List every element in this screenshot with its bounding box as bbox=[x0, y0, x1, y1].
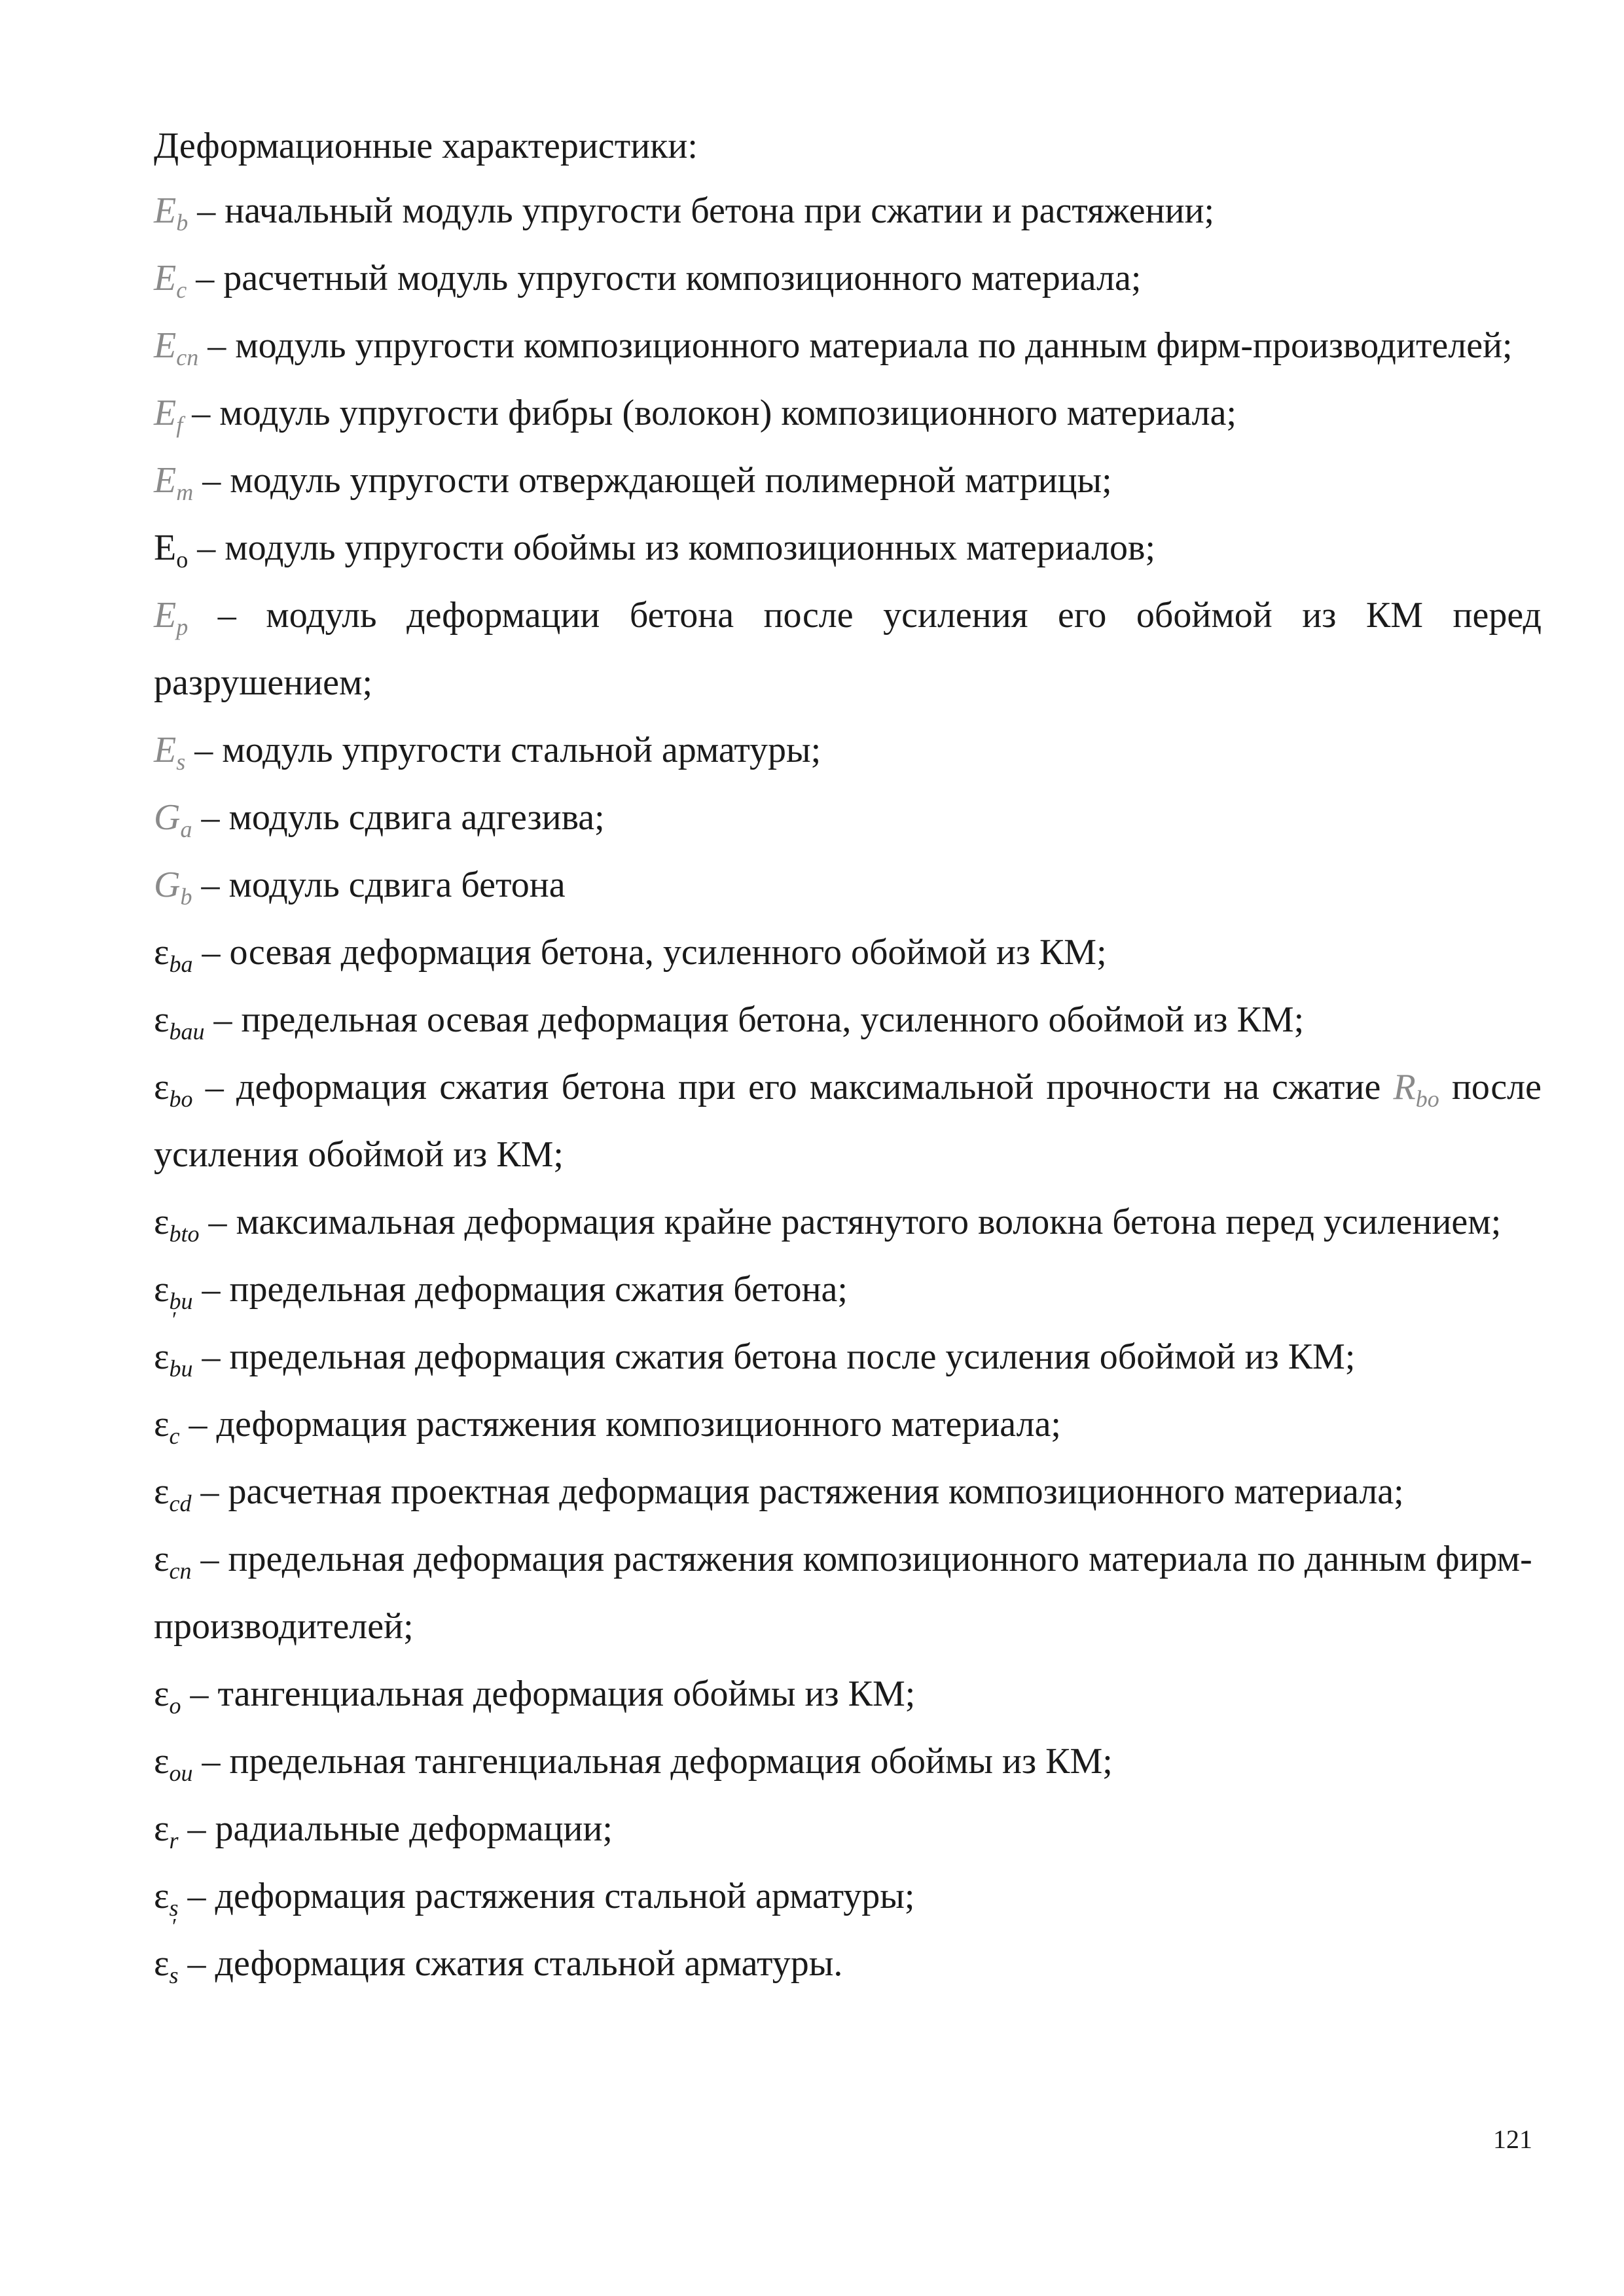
subscript: b bbox=[176, 209, 189, 236]
definition-e-p bbox=[154, 582, 1542, 717]
symbol-with-prime bbox=[154, 1914, 177, 1998]
definition-text: – предельная деформация сжатия бетона после усиления обоймой из КМ; bbox=[192, 1336, 1356, 1377]
definition-eps-cn bbox=[154, 1526, 1542, 1660]
definition-text: – предельная осевая деформация бетона, усиленного обоймой из КМ; bbox=[204, 999, 1305, 1040]
definition-e-o bbox=[154, 514, 1542, 582]
definition-text: – предельная деформация сжатия бетона; bbox=[192, 1269, 848, 1310]
definition-text: – модуль сдвига адгезива; bbox=[192, 797, 605, 838]
definition-eps-prime-bu bbox=[154, 1308, 1542, 1391]
definition-eps-ba bbox=[154, 919, 1542, 986]
definition-e-m bbox=[154, 447, 1542, 514]
symbol-with-prime bbox=[154, 1308, 177, 1391]
prime-mark: ′ bbox=[172, 1914, 177, 1939]
definition-text: – максимальная деформация крайне растянутого волокна бетона перед усилением; bbox=[199, 1202, 1502, 1242]
symbol: ε bbox=[154, 1808, 170, 1849]
definition-text: – модуль деформации бетона после усиления его обоймой из КМ перед разрушением; bbox=[154, 595, 1542, 703]
symbol: ε bbox=[154, 1741, 170, 1782]
definition-eps-s bbox=[154, 1863, 1542, 1930]
definition-text: – модуль упругости стальной арматуры; bbox=[185, 730, 821, 770]
symbol: ε bbox=[154, 1674, 170, 1714]
definition-eps-c bbox=[154, 1391, 1542, 1458]
symbol: E bbox=[154, 528, 177, 568]
definition-e-f bbox=[154, 380, 1542, 447]
definition-text: – радиальные деформации; bbox=[178, 1808, 613, 1849]
subscript: ba bbox=[169, 951, 193, 977]
symbol: G bbox=[154, 865, 181, 905]
subscript: c bbox=[176, 277, 187, 303]
symbol: ε bbox=[154, 1067, 170, 1107]
symbol: G bbox=[154, 797, 181, 838]
definition-e-s bbox=[154, 717, 1542, 784]
definition-e-c bbox=[154, 245, 1542, 312]
definition-text: – модуль упругости отверждающей полимерной матрицы; bbox=[193, 460, 1112, 501]
subscript: c bbox=[169, 1423, 180, 1449]
definition-text: – начальный модуль упругости бетона при сжатии и растяжении; bbox=[188, 190, 1215, 231]
subscript: cd bbox=[169, 1490, 192, 1516]
definition-eps-r bbox=[154, 1795, 1542, 1863]
symbol: E bbox=[154, 393, 177, 433]
definition-eps-ou bbox=[154, 1728, 1542, 1795]
definition-eps-cd bbox=[154, 1458, 1542, 1526]
definition-text: – расчетная проектная деформация растяжения композиционного материала; bbox=[191, 1471, 1404, 1512]
definition-eps-prime-s bbox=[154, 1914, 1542, 1998]
definition-text: – деформация сжатия бетона при его максимальной прочности на сжатие bbox=[192, 1067, 1394, 1107]
subscript: o bbox=[169, 1693, 181, 1719]
symbol: ε bbox=[154, 1404, 170, 1444]
definition-text: – деформация растяжения композиционного материала; bbox=[179, 1404, 1061, 1444]
definition-text: – модуль сдвига бетона bbox=[192, 865, 566, 905]
definition-eps-o bbox=[154, 1660, 1542, 1728]
definition-text: – расчетный модуль упругости композиционного материала; bbox=[187, 258, 1142, 298]
symbol: ε bbox=[154, 1336, 170, 1377]
symbol: ε bbox=[154, 1202, 170, 1242]
subscript: cn bbox=[169, 1558, 192, 1584]
definition-e-cn bbox=[154, 312, 1542, 380]
symbol: E bbox=[154, 258, 177, 298]
subscript: b bbox=[180, 884, 192, 910]
definition-g-a bbox=[154, 784, 1542, 852]
definition-eps-bto bbox=[154, 1189, 1542, 1256]
definition-text: – модуль упругости композиционного материала по данным фирм-производителей; bbox=[198, 325, 1513, 366]
subscript: m bbox=[176, 479, 194, 505]
subscript: f bbox=[176, 412, 183, 438]
symbol: E bbox=[154, 325, 177, 366]
definition-text: – осевая деформация бетона, усиленного обоймой из КМ; bbox=[192, 932, 1107, 973]
definition-eps-bau bbox=[154, 986, 1542, 1054]
definition-text: – деформация сжатия стальной арматуры. bbox=[178, 1943, 843, 1984]
prime-mark: ′ bbox=[172, 1308, 177, 1332]
subscript: s bbox=[169, 1962, 179, 1988]
subscript: bu bbox=[169, 1355, 193, 1382]
subscript: s bbox=[176, 749, 186, 775]
symbol: ε bbox=[154, 932, 170, 973]
subscript: ou bbox=[169, 1760, 193, 1786]
definition-text: – модуль упругости фибры (волокон) композиционного материала; bbox=[183, 393, 1237, 433]
inline-subscript: bo bbox=[1415, 1086, 1439, 1112]
definition-text: – деформация растяжения стальной арматуры; bbox=[178, 1876, 915, 1916]
definition-text: – предельная деформация растяжения композиционного материала по данным фирм-производителей; bbox=[154, 1539, 1532, 1647]
definition-text: – тангенциальная деформация обоймы из КМ; bbox=[181, 1674, 916, 1714]
symbol: ε bbox=[154, 1943, 170, 1984]
subscript: bto bbox=[169, 1221, 200, 1247]
definition-text: – модуль упругости обоймы из композиционных материалов; bbox=[188, 528, 1156, 568]
symbol: E bbox=[154, 730, 177, 770]
subscript: p bbox=[176, 614, 189, 640]
definition-e-b bbox=[154, 177, 1542, 245]
subscript: bau bbox=[169, 1018, 205, 1045]
subscript: a bbox=[180, 816, 192, 842]
symbol: ε bbox=[154, 1269, 170, 1310]
symbol: ε bbox=[154, 1539, 170, 1579]
symbol: ε bbox=[154, 1876, 170, 1916]
subscript: bo bbox=[169, 1086, 193, 1112]
subscript: bu bbox=[169, 1288, 193, 1314]
definition-text-after: после усиления обоймой из КМ; bbox=[154, 1067, 1542, 1175]
page-number: 121 bbox=[1493, 2125, 1532, 2154]
inline-symbol: R bbox=[1393, 1067, 1416, 1107]
definition-g-b bbox=[154, 852, 1542, 919]
symbol: E bbox=[154, 595, 177, 636]
subscript: cn bbox=[176, 344, 199, 370]
subscript: r bbox=[169, 1827, 179, 1854]
symbol: E bbox=[154, 460, 177, 501]
symbol: ε bbox=[154, 999, 170, 1040]
section-heading: Деформационные характеристики: bbox=[154, 126, 698, 166]
symbol: ε bbox=[154, 1471, 170, 1512]
definition-text: – предельная тангенциальная деформация обоймы из КМ; bbox=[192, 1741, 1113, 1782]
definition-eps-bo bbox=[154, 1054, 1542, 1189]
definition-eps-bu bbox=[154, 1256, 1542, 1323]
symbol: E bbox=[154, 190, 177, 231]
document-page bbox=[154, 115, 1542, 1998]
subscript: s bbox=[169, 1895, 179, 1921]
subscript: о bbox=[176, 547, 189, 573]
